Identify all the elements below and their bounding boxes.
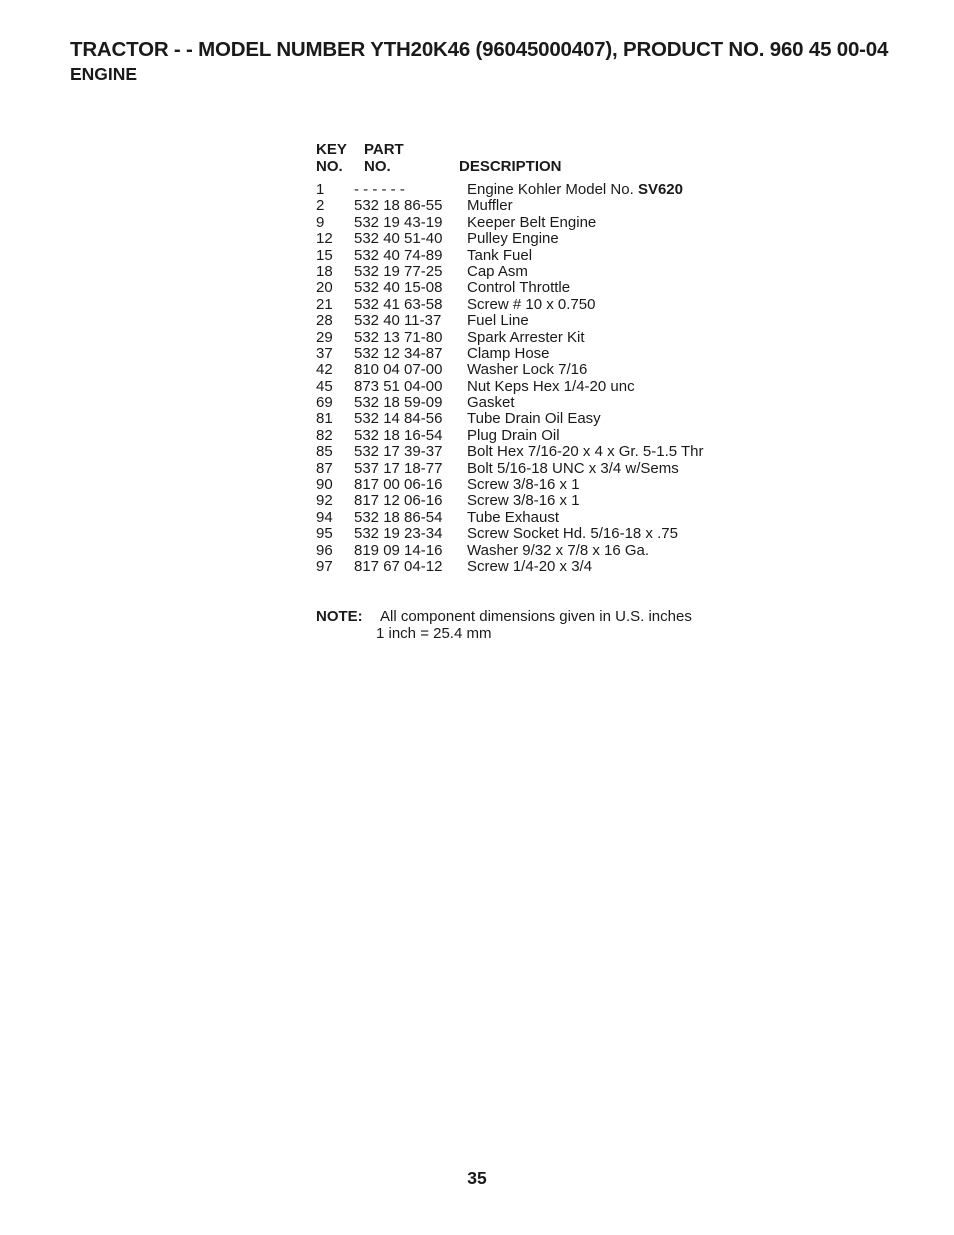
- description-text: Clamp Hose: [467, 344, 550, 362]
- key-no-cell: 92: [316, 492, 333, 510]
- key-no-cell: 1: [316, 181, 325, 198]
- part-header-line1: PART: [364, 141, 404, 158]
- key-no-cell: 82: [316, 426, 333, 444]
- part-no-cell: 532 13 71-80: [354, 328, 443, 346]
- key-no-cell: 20: [316, 279, 333, 297]
- page-number: 35: [467, 1168, 487, 1188]
- part-no-cell: 532 18 86-55: [354, 197, 443, 215]
- description-cell: [467, 215, 596, 231]
- key-no-cell: 87: [316, 459, 333, 477]
- key-no-cell: 95: [316, 525, 333, 543]
- description-text: Screw 3/8-16 x 1: [467, 492, 580, 510]
- note-text-line1: All component dimensions given in U.S. inches: [380, 608, 692, 625]
- description-text: Fuel Line: [467, 312, 529, 330]
- description-text: Gasket: [467, 394, 515, 412]
- key-header-line1: KEY: [316, 141, 347, 158]
- part-no-cell: 817 12 06-16: [354, 492, 443, 510]
- key-no-cell: 15: [316, 246, 333, 264]
- description-cell: [467, 182, 683, 198]
- key-no-header: [316, 141, 347, 175]
- part-no-cell: 532 19 77-25: [354, 262, 443, 280]
- description-cell: [467, 198, 513, 214]
- description-text: Muffler: [467, 197, 513, 215]
- description-cell: [467, 231, 559, 247]
- part-no-cell: 532 40 74-89: [354, 246, 443, 264]
- description-text: Engine Kohler Model No.: [467, 181, 638, 198]
- key-no-cell: 18: [316, 262, 333, 280]
- part-no-cell: 532 18 59-09: [354, 394, 443, 412]
- description-cell: [467, 411, 601, 427]
- description-text: Screw 1/4-20 x 3/4: [467, 557, 593, 575]
- key-no-cell: 81: [316, 410, 333, 428]
- description-cell: [467, 264, 528, 280]
- part-no-cell: 532 19 23-34: [354, 525, 443, 543]
- description-cell: [467, 493, 580, 509]
- part-no-cell: 810 04 07-00: [354, 361, 443, 379]
- note-label: NOTE:: [316, 608, 363, 625]
- part-no-cell: 532 18 86-54: [354, 508, 443, 526]
- key-no-cell: 97: [316, 557, 333, 575]
- key-no-cell: 9: [316, 213, 325, 231]
- description-text: Keeper Belt Engine: [467, 213, 597, 231]
- description-text: Cap Asm: [467, 262, 528, 280]
- description-cell: [467, 280, 570, 296]
- key-no-cell: 12: [316, 230, 333, 248]
- description-cell: [467, 248, 532, 264]
- part-no-cell: 532 40 51-40: [354, 230, 443, 248]
- section-title: ENGINE: [70, 64, 138, 84]
- description-text: Washer Lock 7/16: [467, 361, 588, 379]
- description-cell: [467, 559, 592, 575]
- description-cell: [467, 330, 585, 346]
- description-cell: [467, 461, 679, 477]
- description-text: Control Throttle: [467, 279, 571, 297]
- part-no-cell: 532 40 11-37: [354, 312, 442, 330]
- key-no-cell: 96: [316, 541, 333, 559]
- description-cell: [467, 362, 587, 378]
- description-text: Tube Drain Oil Easy: [467, 410, 601, 428]
- description-text: Tube Exhaust: [467, 508, 559, 526]
- note-text-line2: 1 inch = 25.4 mm: [376, 624, 492, 642]
- key-no-cell: 42: [316, 361, 333, 379]
- key-no-cell: 29: [316, 328, 333, 346]
- key-no-cell: 21: [316, 295, 333, 313]
- part-no-cell: 537 17 18-77: [354, 459, 443, 477]
- key-no-cell: 37: [316, 344, 333, 362]
- description-text: Pulley Engine: [467, 230, 559, 248]
- key-no-cell: 69: [316, 394, 333, 412]
- key-no-cell: 2: [316, 197, 325, 215]
- description-text: Tank Fuel: [467, 246, 533, 264]
- description-cell: [467, 346, 550, 362]
- description-cell: [467, 477, 580, 493]
- description-cell: [467, 444, 704, 460]
- part-no-cell: 532 17 39-37: [354, 443, 443, 461]
- description-cell: [467, 395, 515, 411]
- description-text: Nut Keps Hex 1/4-20 unc: [467, 377, 635, 395]
- description-text: Washer 9/32 x 7/8 x 16 Ga.: [467, 541, 650, 559]
- key-header-line2: NO.: [316, 158, 343, 175]
- description-cell: [467, 313, 529, 329]
- part-no-cell: 532 18 16-54: [354, 426, 443, 444]
- description-cell: [467, 543, 649, 559]
- part-no-cell: 532 12 34-87: [354, 344, 443, 362]
- key-no-cell: 45: [316, 377, 333, 395]
- key-no-cell: 85: [316, 443, 333, 461]
- description-text: Plug Drain Oil: [467, 426, 560, 444]
- part-no-cell: 532 14 84-56: [354, 410, 443, 428]
- description-text: Spark Arrester Kit: [467, 328, 585, 346]
- part-no-cell: 873 51 04-00: [354, 377, 443, 395]
- description-header: DESCRIPTION: [459, 158, 562, 175]
- part-no-header: [364, 141, 404, 175]
- part-no-cell: 532 19 43-19: [354, 213, 443, 231]
- description-text: Screw Socket Hd. 5/16-18 x .75: [467, 525, 678, 543]
- description-cell: [467, 428, 560, 444]
- part-no-cell: 532 41 63-58: [354, 295, 443, 313]
- part-no-cell: 817 00 06-16: [354, 476, 443, 494]
- description-cell: [467, 379, 635, 395]
- description-cell: [467, 297, 595, 313]
- part-header-line2: NO.: [364, 158, 391, 175]
- part-no-cell: 532 40 15-08: [354, 279, 443, 297]
- description-cell: [467, 510, 559, 526]
- page-title: TRACTOR - - MODEL NUMBER YTH20K46 (96045000407), PRODUCT NO. 960 45 00-04: [70, 38, 889, 61]
- description-text: Screw 3/8-16 x 1: [467, 476, 580, 494]
- key-no-cell: 94: [316, 508, 333, 526]
- key-no-cell: 90: [316, 476, 333, 494]
- description-text: Screw # 10 x 0.750: [467, 295, 596, 313]
- part-no-cell: 819 09 14-16: [354, 541, 443, 559]
- description-cell: [467, 526, 678, 542]
- key-no-cell: 28: [316, 312, 333, 330]
- part-no-cell: - - - - - -: [354, 181, 405, 198]
- part-no-cell: 817 67 04-12: [354, 557, 443, 575]
- description-text: Bolt Hex 7/16-20 x 4 x Gr. 5-1.5 Thr: [467, 443, 704, 461]
- description-text: Bolt 5/16-18 UNC x 3/4 w/Sems: [467, 459, 679, 477]
- model-number: SV620: [637, 181, 683, 198]
